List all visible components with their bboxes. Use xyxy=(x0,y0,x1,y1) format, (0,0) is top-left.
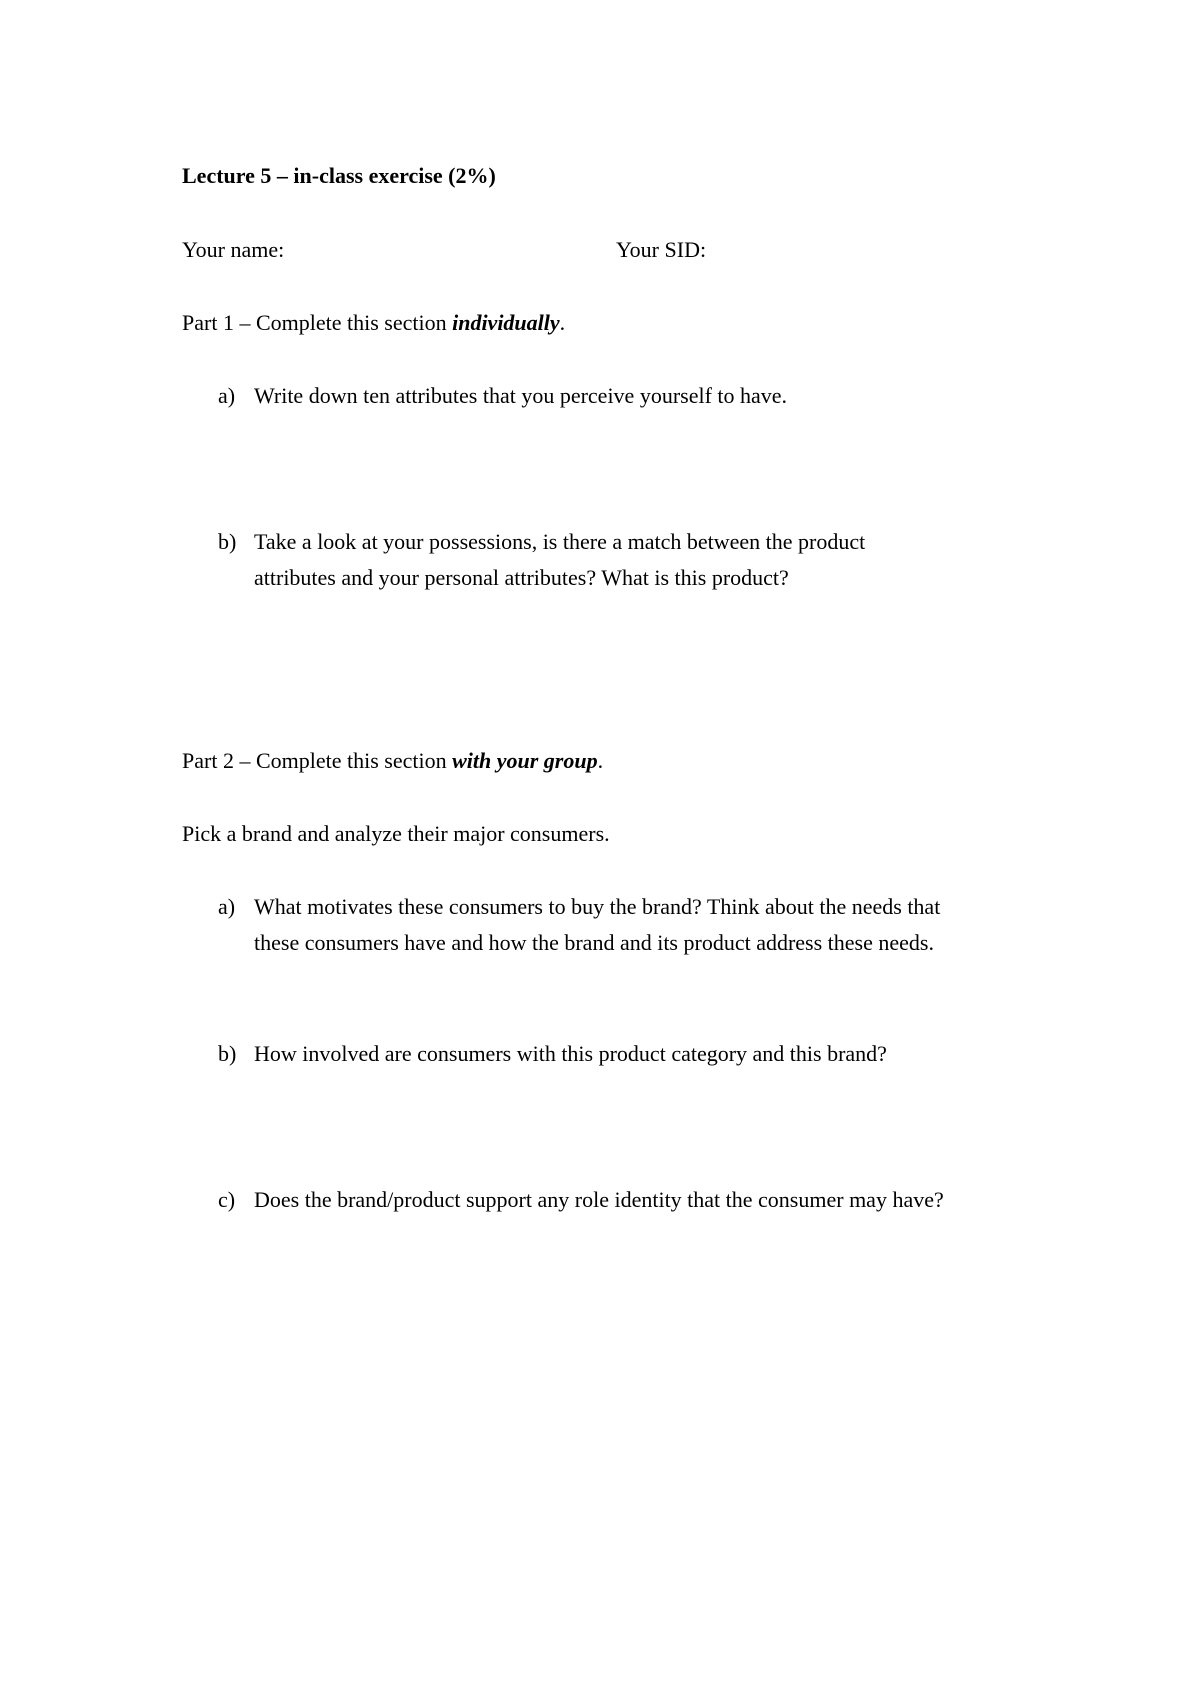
part1-heading-suffix: . xyxy=(559,310,566,335)
question-text xyxy=(254,1036,1074,1072)
document-title: Lecture 5 – in-class exercise (2%) xyxy=(182,163,496,188)
part2-heading-prefix: Part 2 – Complete this section xyxy=(182,748,453,773)
part2-heading-emphasis: with your group xyxy=(452,748,598,773)
question-line: Write down ten attributes that you perceive yourself to have. xyxy=(254,383,788,408)
sid-field-label: Your SID: xyxy=(616,237,707,262)
question-line: How involved are consumers with this product category and this brand? xyxy=(254,1041,887,1066)
question-marker: b) xyxy=(218,1041,237,1066)
name-field-label: Your name: xyxy=(182,237,285,262)
part1-heading xyxy=(182,305,1062,341)
question-line: What motivates these consumers to buy the brand? Think about the needs that xyxy=(254,894,941,919)
question-marker: b) xyxy=(218,529,237,554)
part1-heading-prefix: Part 1 – Complete this section xyxy=(182,310,453,335)
question-line: attributes and your personal attributes? What is this product? xyxy=(254,565,789,590)
part2-intro: Pick a brand and analyze their major consumers. xyxy=(182,821,610,846)
part1-heading-emphasis: individually xyxy=(452,310,560,335)
student-fields-row xyxy=(182,232,1062,268)
part2-heading-suffix: . xyxy=(597,748,604,773)
question-text xyxy=(254,1182,1074,1218)
question-text xyxy=(254,889,1074,961)
question-text xyxy=(254,378,1074,414)
question-marker: a) xyxy=(218,894,236,919)
question-line: Does the brand/product support any role identity that the consumer may have? xyxy=(254,1187,944,1212)
question-line: Take a look at your possessions, is there a match between the product xyxy=(254,529,866,554)
question-line: these consumers have and how the brand and its product address these needs. xyxy=(254,930,934,955)
question-marker: a) xyxy=(218,383,236,408)
question-marker: c) xyxy=(218,1187,236,1212)
question-text xyxy=(254,524,1074,596)
part2-heading xyxy=(182,743,1062,779)
